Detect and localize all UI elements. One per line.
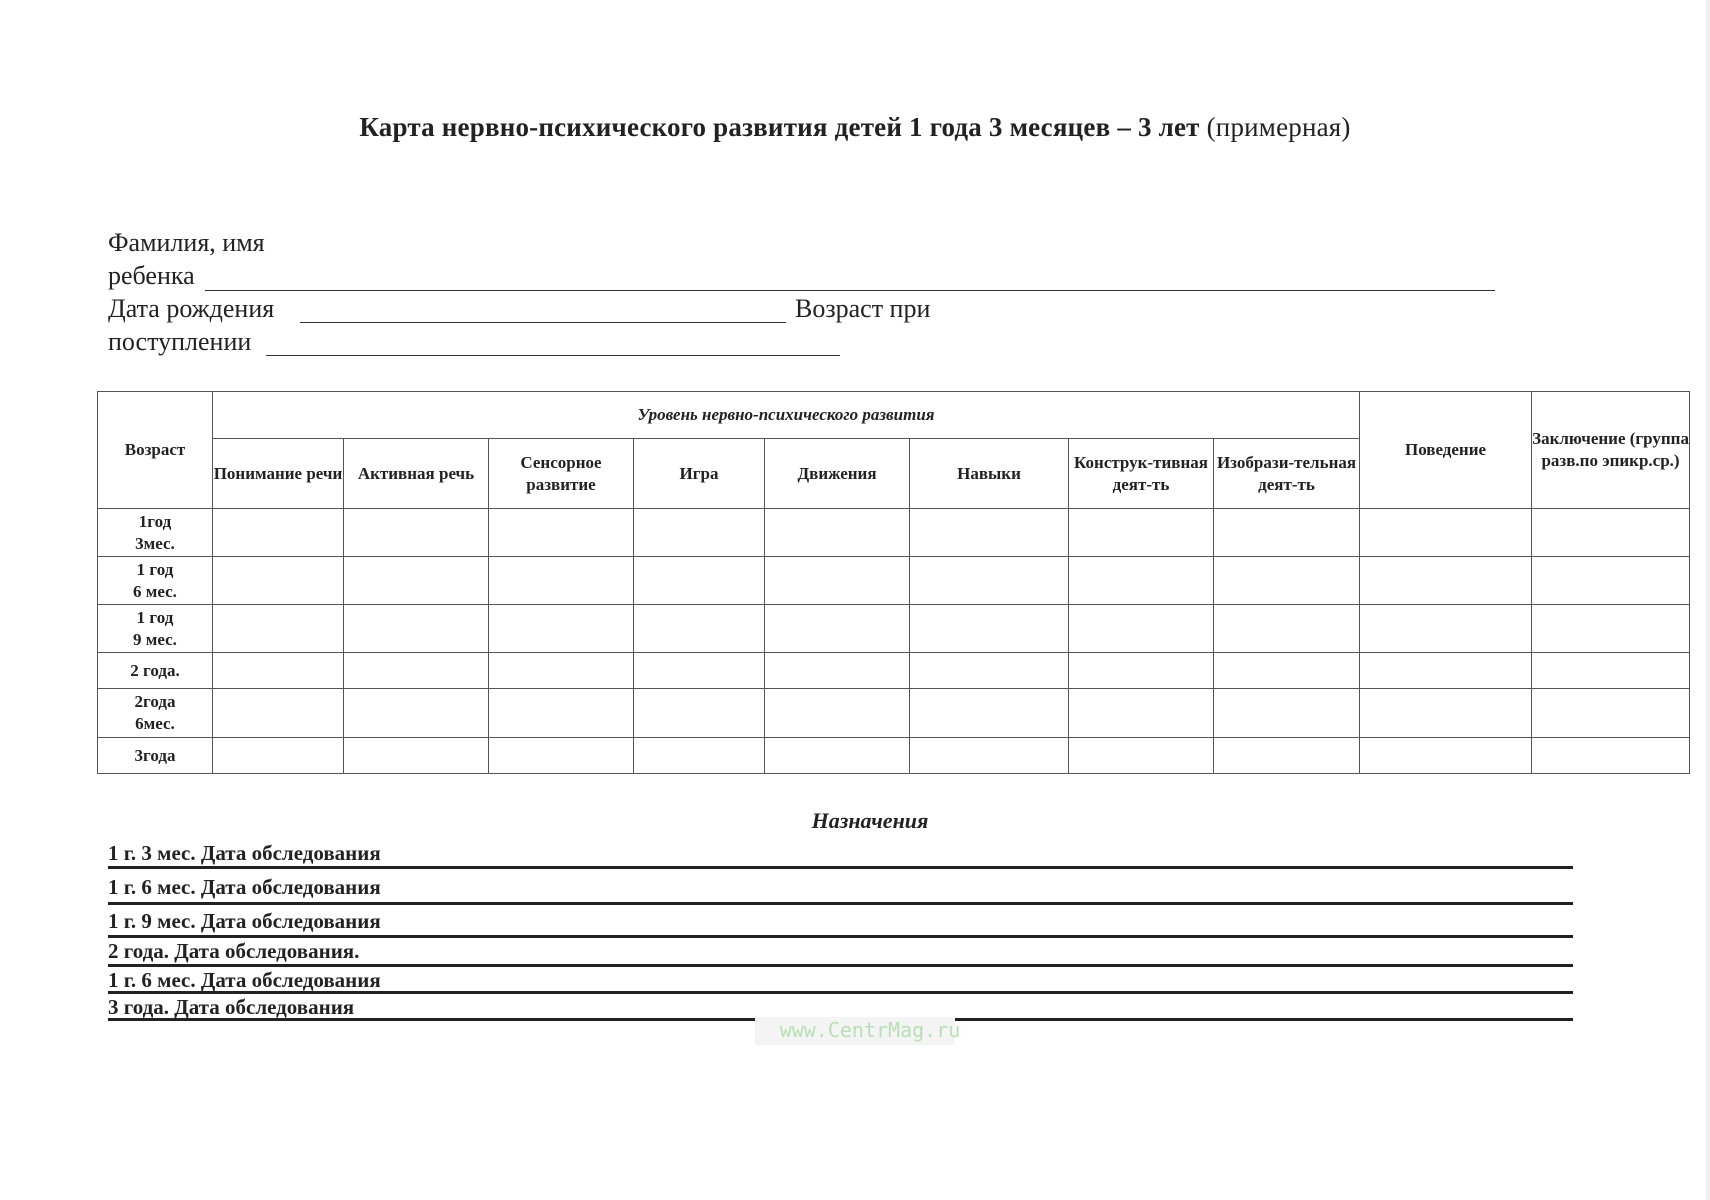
entry-cell[interactable] bbox=[634, 509, 765, 557]
entry-cell[interactable] bbox=[1532, 689, 1690, 738]
col-header-movements: Движения bbox=[765, 439, 910, 509]
entry-cell[interactable] bbox=[1214, 509, 1360, 557]
col-header-active-speech: Активная речь bbox=[344, 439, 489, 509]
field-label-name: Фамилия, имя bbox=[108, 228, 265, 257]
exam-label: 1 г. 6 мес. Дата обследования bbox=[108, 875, 381, 899]
birthdate-underline[interactable] bbox=[300, 292, 786, 323]
entry-cell[interactable] bbox=[1214, 738, 1360, 774]
entry-cell[interactable] bbox=[1214, 605, 1360, 653]
age-cell bbox=[98, 738, 213, 774]
entry-cell[interactable] bbox=[634, 738, 765, 774]
age-line-2: 3мес. bbox=[135, 533, 175, 553]
age-cell bbox=[98, 653, 213, 689]
table-body bbox=[98, 509, 1690, 774]
exam-row-2[interactable] bbox=[108, 874, 1573, 905]
name-underline[interactable] bbox=[205, 258, 1495, 291]
entry-cell[interactable] bbox=[634, 605, 765, 653]
col-header-play: Игра bbox=[634, 439, 765, 509]
entry-cell[interactable] bbox=[910, 605, 1069, 653]
table-row bbox=[98, 653, 1690, 689]
age-line-1: 3года bbox=[134, 745, 176, 765]
exam-label: 1 г. 6 мес. Дата обследования bbox=[108, 968, 381, 992]
col-header-sensory: Сенсорное развитие bbox=[489, 439, 634, 509]
entry-cell[interactable] bbox=[765, 605, 910, 653]
exam-label: 1 г. 9 мес. Дата обследования bbox=[108, 909, 381, 933]
table-row bbox=[98, 509, 1690, 557]
entry-cell[interactable] bbox=[1069, 689, 1214, 738]
exam-row-5[interactable] bbox=[108, 967, 1573, 994]
age-line-1: 1 год bbox=[136, 607, 174, 627]
age-line-2: 6 мес. bbox=[133, 581, 177, 601]
entry-cell[interactable] bbox=[344, 738, 489, 774]
age-line-1: 2года bbox=[134, 692, 176, 711]
entry-cell[interactable] bbox=[765, 738, 910, 774]
entry-cell[interactable] bbox=[1069, 653, 1214, 689]
age-line-1: 1 год bbox=[136, 559, 174, 579]
entry-cell[interactable] bbox=[1069, 738, 1214, 774]
field-label-admission: поступлении bbox=[108, 327, 252, 356]
appointments-title: Назначения bbox=[811, 808, 929, 833]
table-row bbox=[98, 738, 1690, 774]
exam-label: 1 г. 3 мес. Дата обследования bbox=[108, 841, 381, 865]
table-row bbox=[98, 557, 1690, 605]
entry-cell[interactable] bbox=[489, 689, 634, 738]
entry-cell[interactable] bbox=[1360, 605, 1532, 653]
watermark: www.CentrMag.ru bbox=[779, 1018, 961, 1042]
exam-label: 2 года. Дата обследования. bbox=[108, 939, 360, 963]
exam-label: 3 года. Дата обследования bbox=[108, 995, 355, 1019]
exam-row-4[interactable] bbox=[108, 938, 1573, 967]
entry-cell[interactable] bbox=[634, 689, 765, 738]
age-line-2: 9 мес. bbox=[133, 629, 177, 649]
entry-cell[interactable] bbox=[1532, 653, 1690, 689]
col-header-skills: Навыки bbox=[910, 439, 1069, 509]
entry-cell[interactable] bbox=[489, 557, 634, 605]
age-cell bbox=[98, 605, 213, 653]
field-label-age-at-admission: Возраст при bbox=[795, 294, 931, 323]
exam-row-3[interactable] bbox=[108, 908, 1573, 938]
col-header-constructive: Конструк-тивная деят-ть bbox=[1069, 439, 1214, 509]
entry-cell[interactable] bbox=[344, 557, 489, 605]
table-row bbox=[98, 605, 1690, 653]
entry-cell[interactable] bbox=[344, 605, 489, 653]
entry-cell[interactable] bbox=[910, 509, 1069, 557]
entry-cell[interactable] bbox=[1360, 738, 1532, 774]
entry-cell[interactable] bbox=[1360, 509, 1532, 557]
age-line-1: 2 года. bbox=[130, 660, 180, 680]
admission-underline[interactable] bbox=[266, 325, 840, 356]
age-cell bbox=[98, 557, 213, 605]
entry-cell[interactable] bbox=[1214, 653, 1360, 689]
entry-cell[interactable] bbox=[489, 605, 634, 653]
age-line-2: 6мес. bbox=[135, 714, 175, 733]
age-cell bbox=[98, 689, 213, 738]
entry-cell[interactable] bbox=[765, 557, 910, 605]
field-label-child: ребенка bbox=[108, 261, 195, 290]
entry-cell[interactable] bbox=[213, 689, 344, 738]
page-edge bbox=[1706, 0, 1710, 1200]
entry-cell[interactable] bbox=[910, 738, 1069, 774]
entry-cell[interactable] bbox=[1069, 605, 1214, 653]
col-header-speech-understanding: Понимание речи bbox=[213, 439, 344, 509]
title-bold: Карта нервно-психического развития детей 1 года 3 месяцев – 3 лет bbox=[359, 112, 1200, 142]
entry-cell[interactable] bbox=[634, 653, 765, 689]
entry-cell[interactable] bbox=[910, 557, 1069, 605]
entry-cell[interactable] bbox=[910, 653, 1069, 689]
entry-cell[interactable] bbox=[1532, 738, 1690, 774]
level-header: Уровень нервно-психического развития bbox=[213, 392, 1360, 439]
entry-cell[interactable] bbox=[1532, 509, 1690, 557]
entry-cell[interactable] bbox=[1360, 689, 1532, 738]
entry-cell[interactable] bbox=[344, 653, 489, 689]
entry-cell[interactable] bbox=[1069, 509, 1214, 557]
entry-cell[interactable] bbox=[1214, 689, 1360, 738]
entry-cell[interactable] bbox=[213, 557, 344, 605]
header-row-1 bbox=[98, 392, 1690, 439]
entry-cell[interactable] bbox=[1360, 653, 1532, 689]
age-header: Возраст bbox=[98, 392, 213, 509]
entry-cell[interactable] bbox=[213, 605, 344, 653]
entry-cell[interactable] bbox=[634, 557, 765, 605]
behavior-header: Поведение bbox=[1360, 392, 1532, 509]
entry-cell[interactable] bbox=[765, 689, 910, 738]
entry-cell[interactable] bbox=[765, 653, 910, 689]
entry-cell[interactable] bbox=[489, 653, 634, 689]
age-cell bbox=[98, 509, 213, 557]
title-normal: (примерная) bbox=[1206, 112, 1351, 142]
entry-cell[interactable] bbox=[1069, 557, 1214, 605]
col-header-visual-art: Изобрази-тельная деят-ть bbox=[1214, 439, 1360, 509]
entry-cell[interactable] bbox=[213, 653, 344, 689]
entry-cell[interactable] bbox=[489, 738, 634, 774]
entry-cell[interactable] bbox=[765, 509, 910, 557]
field-label-birthdate: Дата рождения bbox=[108, 294, 275, 323]
entry-cell[interactable] bbox=[1214, 557, 1360, 605]
conclusion-header: Заключение (группа разв.по эпикр.ср.) bbox=[1532, 392, 1690, 509]
entry-cell[interactable] bbox=[489, 509, 634, 557]
entry-cell[interactable] bbox=[213, 509, 344, 557]
entry-cell[interactable] bbox=[344, 509, 489, 557]
exam-row-1[interactable] bbox=[108, 840, 1573, 869]
entry-cell[interactable] bbox=[1532, 557, 1690, 605]
development-table bbox=[97, 391, 1690, 774]
document-title bbox=[0, 112, 1710, 143]
entry-cell[interactable] bbox=[213, 738, 344, 774]
table-row bbox=[98, 689, 1690, 738]
age-line-1: 1год bbox=[138, 511, 172, 531]
entry-cell[interactable] bbox=[1360, 557, 1532, 605]
entry-cell[interactable] bbox=[910, 689, 1069, 738]
entry-cell[interactable] bbox=[1532, 605, 1690, 653]
entry-cell[interactable] bbox=[344, 689, 489, 738]
